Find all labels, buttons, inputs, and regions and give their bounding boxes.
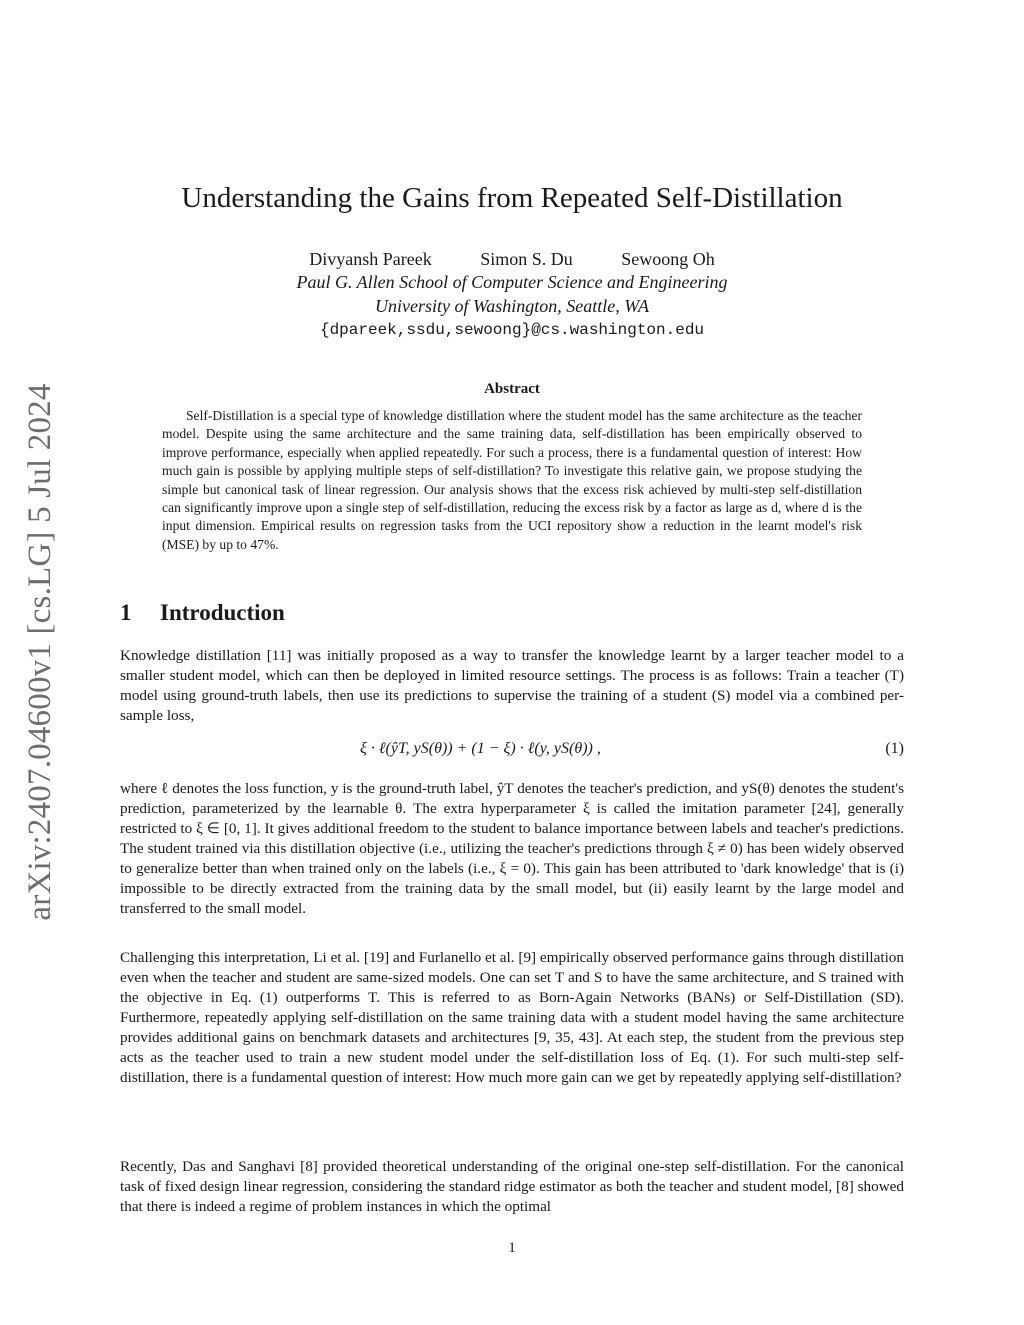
intro-paragraph: where ℓ denotes the loss function, y is the ground-truth label, ŷT denotes the teacher's prediction, and yS(θ) denotes the student's prediction, parameterized by the learnable θ. The extra hyperparameter ξ is called the imitation parameter [24], generally restricted to ξ ∈ [0, 1]. It gives additional freedom to the student to balance importance between labels and teacher's predictions. The student trained via this distillation objective (i.e., utilizing the teacher's predictions through ξ ≠ 0) has been widely observed to generalize better than when trained only on the labels (i.e., ξ = 0). This gain has been attributed to 'dark knowledge' that is (i) impossible to be directly extracted from the training data by the small model, but (ii) easily learnt by the large model and transferred to the small model. [120,780,904,917]
paper-title: Understanding the Gains from Repeated Self-Distillation [181,182,843,214]
affiliation-line: Paul G. Allen School of Computer Science and Engineering [296,272,728,292]
arxiv-identifier-sidebar[interactable]: arXiv:2407.04600v1 [cs.LG] 5 Jul 2024 [22,383,58,921]
intro-paragraph: Challenging this interpretation, Li et al. [19] and Furlanello et al. [9] empirically observed performance gains through distillation even when the teacher and student are same-sized models. One can set T and S to have the same architecture, and S trained with the objective in Eq. (1) outperforms T. This is referred to as Born-Again Networks (BANs) or Self-Distillation (SD). Furthermore, repeatedly applying self-distillation on the same training data with a student model having the same architecture provides additional gains on benchmark datasets and architectures [9, 35, 43]. At each step, the student from the previous step acts as the teacher used to train a new student model under the self-distillation loss of Eq. (1). For such multi-step self-distillation, there is a fundamental question of interest: How much more gain can we get by repeatedly applying self-distillation? [120,949,904,1086]
affiliation-line: University of Washington, Seattle, WA [374,296,650,316]
equation-expression: ξ · ℓ(ŷT, yS(θ)) + (1 − ξ) · ℓ(y, yS(θ)) , [360,740,601,757]
section-heading [120,600,285,626]
equation-block [120,740,904,764]
page-number: 1 [508,1240,516,1256]
author-name: Simon S. Du [480,249,573,269]
intro-paragraph: Recently, Das and Sanghavi [8] provided theoretical understanding of the original one-step self-distillation. For the canonical task of fixed design linear regression, considering the standard ridge estimator as both the teacher and student model, [8] showed that there is indeed a regime of problem instances in which the optimal [120,1158,904,1215]
author-list [120,246,904,272]
affiliation [120,270,904,318]
section-title: Introduction [160,600,285,625]
author-name: Divyansh Pareek [309,249,432,269]
author-name: Sewoong Oh [621,249,715,269]
section-number: 1 [120,600,132,625]
intro-paragraph: Knowledge distillation [11] was initially proposed as a way to transfer the knowledge learnt by a larger teacher model to a smaller student model, which can then be deployed in limited resource settings. The process is as follows: Train a teacher (T) model using ground-truth labels, then use its predictions to supervise the training of a student (S) model via a combined per-sample loss, [120,647,904,724]
author-email[interactable]: {dpareek,ssdu,sewoong}@cs.washington.edu [319,321,705,339]
abstract-text: Self-Distillation is a special type of knowledge distillation where the student model has the same architecture as the teacher model. Despite using the same architecture and the same training data, self-distillation has been empirically observed to improve performance, especially when applied repeatedly. For such a process, there is a fundamental question of interest: How much gain is possible by applying multiple steps of self-distillation? To investigate this relative gain, we propose studying the simple but canonical task of linear regression. Our analysis shows that the excess risk achieved by multi-step self-distillation can significantly improve upon a single step of self-distillation, reducing the excess risk by a factor as large as d, where d is the input dimension. Empirical results on regression tasks from the UCI repository show a reduction in the learnt model's risk (MSE) by up to 47%. [162,408,862,552]
abstract-heading: Abstract [484,381,540,397]
equation-number: (1) [885,740,904,757]
